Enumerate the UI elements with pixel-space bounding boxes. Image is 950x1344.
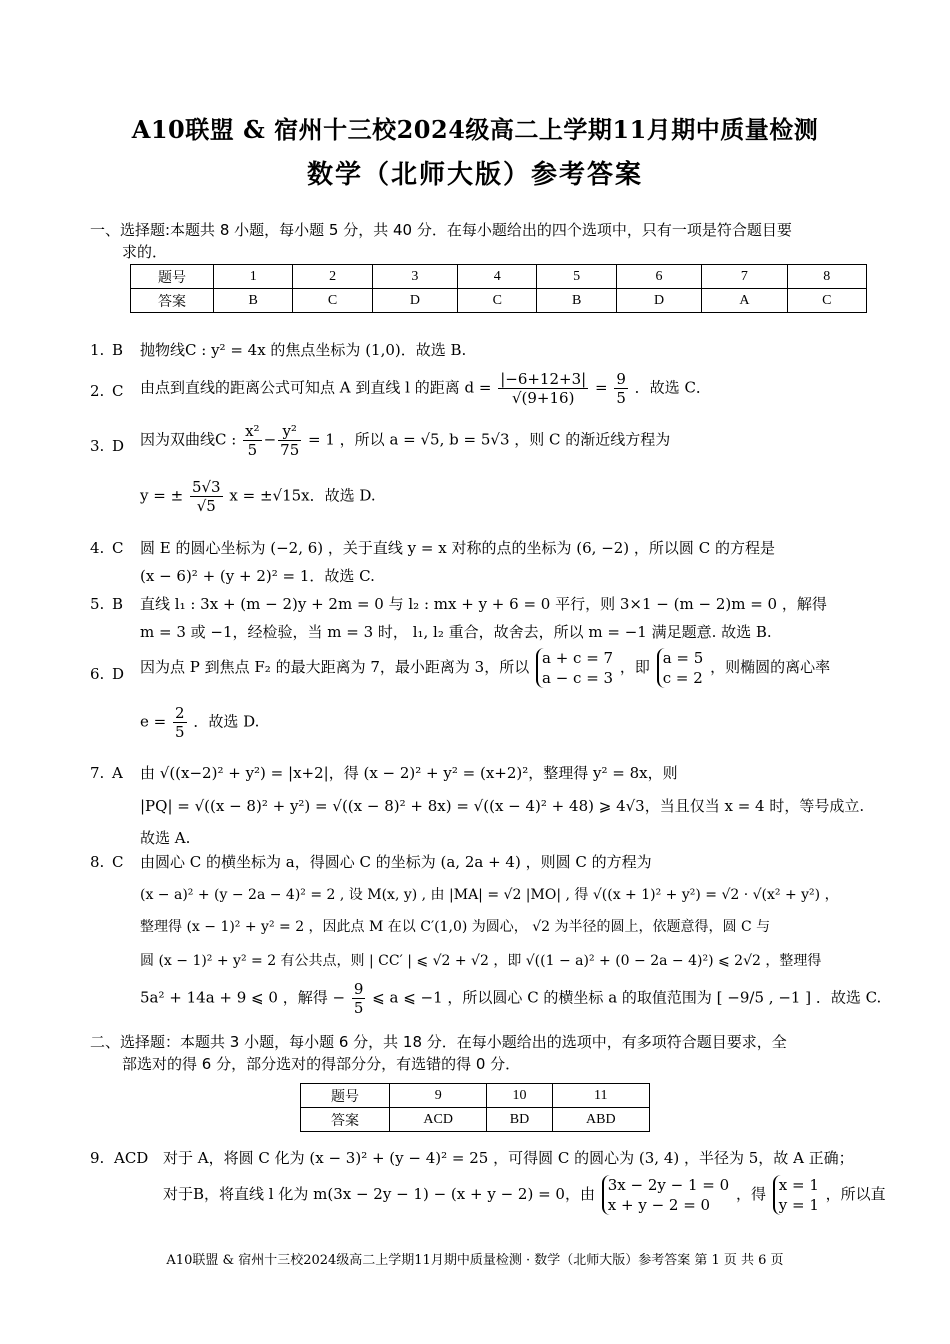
answer-table-1 (130, 264, 867, 313)
solution-4-line2: (x − 6)² + (y + 2)² = 1．故选 C. (140, 567, 375, 585)
solution-5-line2: m = 3 或 −1，经检验，当 m = 3 时， l₁, l₂ 重合，故舍去，所以 m = −1 满足题意. 故选 B. (140, 623, 772, 641)
table-row: 答案 ACD BD ABD (301, 1108, 650, 1132)
page-footer: A10联盟 & 宿州十三校2024级高二上学期11月期中质量检测 · 数学（北师大版）参考答案 第 1 页 共 6 页 (166, 1253, 784, 1268)
section2-intro: 二、选择题：本题共 3 小题，每小题 6 分，共 18 分．在每小题给出的选项中，有多项符合题目要求，全 部选对的得 6 分，部分选对的得部分分，有选错的得 0 分． (90, 1033, 787, 1073)
x-fraction: $\frac{\text{x²}}{5}$ (245, 422, 260, 459)
solution-3-line2: y = ± $\frac{5√3}{√5}$ x = ±√15x．故选 D. (140, 478, 376, 515)
solution-8-line3: 整理得 (x − 1)² + y² = 2 ，因此点 M 在以 C′(1,0) 为圆心， √2 为半径的圆上，依题意得，圆 C 与 (140, 919, 771, 935)
solution-6: 6. D 因为点 P 到焦点 F₂ 的最大距离为 7，最小距离为 3，所以 a + c = 7 a − c = 3 ，即 a = 5 c = 2 ，则椭圆的离心率 (90, 649, 831, 687)
solution-6-line2: e = $\frac{2}{5}$ ．故选 D. (140, 704, 260, 741)
table-row: 题号 9 10 11 (301, 1084, 650, 1108)
eccentricity-fraction: $\frac{2}{5}$ (175, 704, 185, 741)
solution-8-line5: 5a² + 14a + 9 ⩽ 0 ，解得 − $\frac{9}{5}$ ⩽ a ⩽ −1 ，所以圆心 C 的横坐标 a 的取值范围为 [ −9/5 , −1 ] ．故选 C. (140, 980, 882, 1017)
exam-title: A10联盟 & 宿州十三校2024级高二上学期11月期中质量检测 (131, 115, 819, 144)
solution-system: x = 1 y = 1 (773, 1175, 819, 1215)
solution-system: a = 5 c = 2 (657, 648, 704, 688)
equation-system: 3x − 2y − 1 = 0 x + y − 2 = 0 (602, 1175, 729, 1215)
solution-3: 3. D 因为双曲线C : $\frac{\text{x²}}{5}$ − $\frac{\text{y²}}{75}$ = 1 ，所以 a = √5, b = 5√3 ，则 C 的渐近线方程为 (90, 422, 671, 459)
answer-table-2 (300, 1083, 650, 1132)
solution-7-line3: 故选 A. (140, 829, 191, 847)
distance-fraction: $\frac{|-6+12+3|}{√(9+16)}$ (500, 370, 587, 407)
solution-7-line2: |PQ| = √((x − 8)² + y²) = √((x − 8)² + 8x) = √((x − 4)² + 48) ⩾ 4√3，当且仅当 x = 4 时，等号成立. (140, 797, 865, 815)
table-row: 答案 B C D C B D A C (131, 289, 867, 313)
table-row: 题号 1 2 3 4 5 6 7 8 (131, 265, 867, 289)
solution-8-line4: 圆 (x − 1)² + y² = 2 有公共点，则 | CC′ | ⩽ √2 + √2 ，即 √((1 − a)² + (0 − 2a − 4)²) ⩽ 2√2 ，整理得 (140, 953, 822, 969)
solution-9-line2: 对于B，将直线 l 化为 m(3x − 2y − 1) − (x + y − 2) = 0，由 3x − 2y − 1 = 0 x + y − 2 = 0 ，得 x = 1 y = 1 ，所以直 (163, 1176, 886, 1214)
equation-system: a + c = 7 a − c = 3 (536, 648, 613, 688)
section1-intro: 一、选择题:本题共 8 小题，每小题 5 分，共 40 分．在每小题给出的四个选项中，只有一项是符合题目要 求的． (90, 221, 792, 261)
bound-fraction: $\frac{9}{5}$ (353, 980, 364, 1017)
asymptote-fraction: $\frac{5√3}{√5}$ (191, 478, 221, 515)
solution-2: 2. C 由点到直线的距离公式可知点 A 到直线 l 的距离 d = $\frac{|-6+12+3|}{√(9+16)}$ = $\frac{9}{5}$ ．故选 C． (90, 370, 711, 407)
solution-8-line2: (x − a)² + (y − 2a − 4)² = 2 , 设 M(x, y) , 由 |MA| = √2 |MO| , 得 √((x + 1)² + y²) = √2 · √(x² + y²) ， (140, 887, 839, 903)
answer-page: A10联盟 & 宿州十三校2024级高二上学期11月期中质量检测 数学（北师大版）参考答案 一、选择题:本题共 8 小题，每小题 5 分，共 40 分．在每小题给出的四个选项中，只有一项是符合题目要 求的． 题号 1 2 3 4 5 6 7 8 答案 B C D C B D A C 1. B 抛物线C : y² = 4x 的焦点坐标为 (1,0)．故选 B. 2. C 由点到直线的距离公式可知点 A 到直线 l 的距离 d = $\frac{|-6+12+3|}{√(9+16)}$ = $\frac{9}{5}$ ．故选 C． 3. D 因为双曲线C : $\frac{\text{x²}}{5}$ − $\frac{\text{y²}}{75}$ = 1 ，所以 a = √5, b = 5√3 ，则 C 的渐近线方程为 y = ± $\frac{5√3}{√5}$ x = ±√15x．故选 D. 4. C 圆 E 的圆心坐标为 (−2, 6) ，关于直线 y = x 对称的点的坐标为 (6, −2) ，所以圆 C 的方程是 (x − 6)² + (y + 2)² = 1．故选 C. 5. B 直线 l₁ : 3x + (m − 2)y + 2m = 0 与 l₂ : mx + y + 6 = 0 平行，则 3×1 − (m − 2)m = 0 ，解得 m = 3 或 −1，经检验，当 m = 3 时， l₁, l₂ 重合，故舍去，所以 m = −1 满足题意. 故选 B. 6. D 因为点 P 到焦点 F₂ 的最大距离为 7，最小距离为 3，所以 a + c = 7 a − c = 3 ，即 a = 5 c = 2 ，则椭圆的离心率 e = $\frac{2}{5}$ ．故选 D. 7. A 由 √((x−2)² + y²) = |x+2|，得 (x − 2)² + y² = (x+2)²，整理得 y² = 8x，则 |PQ| = √((x − 8)² + y²) = √((x − 8)² + 8x) = √((x − 4)² + 48) ⩾ 4√3，当且仅当 x = 4 时，等号成立. 故选 A. 8. C 由圆心 C 的横坐标为 a，得圆心 C 的坐标为 (a, 2a + 4) ，则圆 C 的方程为 (x − a)² + (y − 2a − 4)² = 2 , 设 M(x, y) , 由 |MA| = √2 |MO| , 得 √((x + 1)² + y²) = √2 · √(x² + y²) ， 整理得 (x − 1)² + y² = 2 ，因此点 M 在以 C′(1,0) 为圆心， √2 为半径的圆上，依题意得，圆 C 与 圆 (x − 1)² + y² = 2 有公共点，则 | CC′ | ⩽ √2 + √2 ，即 √((1 − a)² + (0 − 2a − 4)²) ⩽ 2√2 ，整理得 5a² + 14a + 9 ⩽ 0 ，解得 − $\frac{9}{5}$ ⩽ a ⩽ −1 ，所以圆心 C 的横坐标 a 的取值范围为 [ −9/5 , −1 ] ．故选 C. 二、选择题：本题共 3 小题，每小题 6 分，共 18 分．在每小题给出的选项中，有多项符合题目要求，全 部选对的得 6 分，部分选对的得部分分，有选错的得 0 分． 题号 9 10 11 答案 ACD BD ABD 9. ACD 对于 A，将圆 C 化为 (x − 3)² + (y − 4)² = 25 ，可得圆 C 的圆心为 (3, 4) ，半径为 5，故 A 正确； 对于B，将直线 l 化为 m(3x − 2y − 1) − (x + y − 2) = 0，由 3x − 2y − 1 = 0 x + y − 2 = 0 ，得 x = 1 y = 1 ，所以直 A10联盟 & 宿州十三校2024级高二上学期11月期中质量检测 · 数学（北师大版）参考答案 第 1 页 共 6 页 (0, 0, 950, 1344)
result-fraction: $\frac{9}{5}$ (616, 370, 626, 407)
answer-title: 数学（北师大版）参考答案 (306, 160, 643, 190)
y-fraction: $\frac{\text{y²}}{75}$ (280, 422, 300, 459)
